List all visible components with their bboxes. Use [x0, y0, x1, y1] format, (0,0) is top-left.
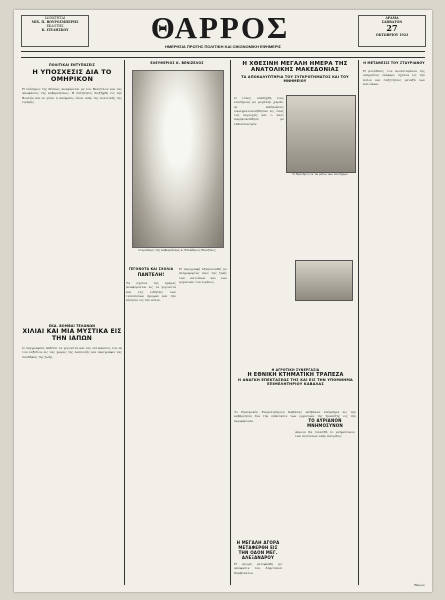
news-comments-headline: ΠΑΝΤΕΛΗ!	[137, 273, 165, 278]
newspaper-title: ΘΑΡΡΟΣ	[150, 10, 290, 45]
date-box-line: ΔΡΑΜΑ	[385, 16, 399, 20]
left-bottom-kicker: ΕΚΔ. ΒΟΜΒΑΙ ΤΕΛΩΝΩΝ	[48, 324, 96, 328]
right-small-headline: ΤΟ ΑΥΡΙΑΝΟΝ ΜΝΗΜΟΣΥΝΟΝ	[307, 418, 343, 428]
left-top-headline: Η ΥΠΟΣΧΕΣΙΣ ΔΙΑ ΤΟ ΟΜΗΡΙΚΟΝ	[32, 68, 112, 83]
right-main-continuation	[234, 181, 356, 261]
event-photo	[286, 95, 356, 173]
date-box-line: ΣΑΒΒΑΤΟΝ	[381, 20, 403, 24]
publisher-box-line: ΕΚΔΟΤΗΣ	[46, 24, 64, 28]
news-comments-section	[126, 267, 176, 577]
right-center-text: Το Εμπορικόν Επιμελητήριον Καβάλας υπέβαλεν υπόμνημα εις την κυβέρνησιν δια την επέκτασιν των εργασιών της Τραπέζης εις την περιφέρειαν.	[234, 410, 356, 423]
publisher-box-line: Κ. ΙΤΕΛΗΣΚΟΥ	[41, 28, 69, 32]
newspaper-page	[14, 10, 432, 592]
left-top-article	[22, 63, 122, 279]
event-photo-caption: Ο Πρόεδρος εν τω μέσω των επισήμων	[292, 172, 348, 176]
left-bottom-text: Ο συγγραφεύς εκθέτει τα γεγονότα και τας εντυπώσεις του εκ του ταξιδίου εις τας χώρας της Ανατολής και περιγράφει τας συνθήκας της ζωής.	[22, 346, 122, 359]
publisher-box-line: ΜΙΧ. Π. ΒΟΥΡΟΣΜΠΕΡΗΣ	[31, 20, 79, 24]
newspaper-subtitle: ΗΜΕΡΗΣΙΑ ΠΡΩΤΗΣ ΠΟΛΙΤΙΚΗ ΚΑΙ ΟΙΚΟΝΟΜΙΚΗ ΕΦΗΜΕΡΙΣ	[164, 44, 282, 49]
left-top-kicker: ΠΟΛΙΤΙΚΑΙ ΕΝΤΥΠΩΣΕΙΣ	[48, 63, 96, 67]
right-center-kicker: Η ΑΓΡΟΤΙΚΗ ΣΥΝΕΡΓΑΣΙΑ	[271, 368, 320, 372]
far-right-text: Η μετάθεσις του προϊσταμένου της υπηρεσίας επέφερε σχόλια εις την πόλιν και συζητήσεις μεταξύ των κατοίκων.	[363, 69, 425, 86]
right-main-headline: Η ΧΘΕΣΙΝΗ ΜΕΓΑΛΗ ΗΜΕΡΑ ΤΗΣ ΑΝΑΤΟΛΙΚΗΣ ΜΑΚΕΔΟΝΙΑΣ	[242, 61, 348, 73]
date-box-day: 27	[386, 23, 398, 33]
right-main-text: Ο τόπος υπεδέχθη τους επισήμους με μεγάλην χαράν. Αι εκδηλώσεις επραγματοποιήθησαν εις όλας τας περιοχάς και ο λαός παρηκολούθησε με ενθουσιασμόν.	[234, 96, 284, 126]
right-center-article-header	[234, 368, 357, 406]
portrait-caption: Ο πρόεδρος της κυβερνήσεως κ. Ελευθέριος Βενιζέλος	[138, 248, 216, 252]
page-signature: Θάρρος	[414, 583, 425, 587]
right-small-article	[295, 418, 355, 450]
date-box-line: ΟΚΤΩΒΡΙΟΥ 1923	[375, 33, 409, 37]
date-box	[358, 15, 426, 47]
right-main-headline-block	[235, 61, 355, 91]
left-top-text: Η επίσημος της θέσεως αναφέρεται με τον Βενιζέλον και τας αποφάσεις της κυβερνήσεως. Η συζήτησις διεξήχθη εις την Βουλήν και εν γένει η απόφασις είναι υπέρ της πολιτικής της ειρήνης.	[22, 87, 122, 104]
portrait-label: ΕΛΕΥΘΕΡΙΟΣ Κ. ΒΕΝΙΖΕΛΟΣ	[150, 61, 204, 65]
news-comments-title: ΓΕΓΟΝΟΤΑ ΚΑΙ ΣΧΟΛΙΑ	[128, 267, 174, 271]
publisher-box	[21, 15, 89, 47]
far-right-headline: Η ΜΕΤΑΘΕΣΙΣ ΤΟΥ ΣΤΑΥΡΙΑΝΟΥ	[363, 61, 425, 65]
right-main-subheadline: ΤΑ ΑΠΟΚΑΛΥΠΤΗΡΙΑ ΤΟΥ ΣΥΓΚΡΟΤΗΜΑΤΟΣ ΚΑΙ ΤΟΥ ΜΝΗΜΕΙΟΥ	[241, 75, 349, 83]
right-center-headline: Η ΕΘΝΙΚΗ ΚΤΗΜΑΤΙΚΗ ΤΡΑΠΕΖΑ	[247, 372, 344, 378]
news-comments-text: Τα σχόλια της ημέρας αναφέρονται εις τα γεγονότα και τας ειδήσεις των τελευταίων ημερών και την κίνησιν εις την πόλιν.	[126, 281, 176, 303]
publisher-box-line: ΙΔΙΟΚΤΗΤΑΙ	[44, 16, 66, 20]
side-photo	[295, 260, 353, 301]
portrait-label-box	[131, 58, 223, 69]
left-bottom-article	[22, 324, 122, 584]
middle-lower-right-text: Η περιγραφή εξακολουθεί με πληροφορίας περί της ζωής των κατοίκων και των εργασιών του λιμένος.	[179, 267, 227, 284]
right-center-subheadline: Η ΑΝΑΓΚΗ ΕΠΕΚΤΑΣΕΩΣ ΤΗΣ ΚΑΙ ΕΙΣ ΤΗΝ ΥΠΟΜΝΗΜΑ ΕΠΙΜΕΛΗΤΗΡΙΟΥ ΚΑΒΑΛΑΣ	[238, 378, 353, 386]
right-small-text: Αύριον θα τελεσθή το μνημόσυνον των πεσόντων υπέρ πατρίδος.	[295, 430, 355, 439]
right-bottom-text: Η αγορά μετεφέρθη με απόφασιν του Δημοτικού Συμβουλίου.	[234, 562, 282, 575]
far-right-article	[363, 61, 425, 561]
right-bottom-article	[234, 540, 282, 584]
portrait-photo	[132, 70, 224, 248]
left-bottom-headline: ΧΙΛΙΑΙ ΚΑΙ ΜΙΑ ΜΥΣΤΙΚΑ ΕΙΣ ΤΗΝ ΙΑΠΩΝ	[22, 328, 122, 342]
right-bottom-headline: Η ΜΕΓΑΛΗ ΑΓΟΡΑ ΜΕΤΑΦΕΡΘΗ ΕΙΣ ΤΗΝ ΟΔΟΝ ΜΕΓ. ΑΛΕΞΑΝΔΡΟΥ	[236, 540, 280, 560]
